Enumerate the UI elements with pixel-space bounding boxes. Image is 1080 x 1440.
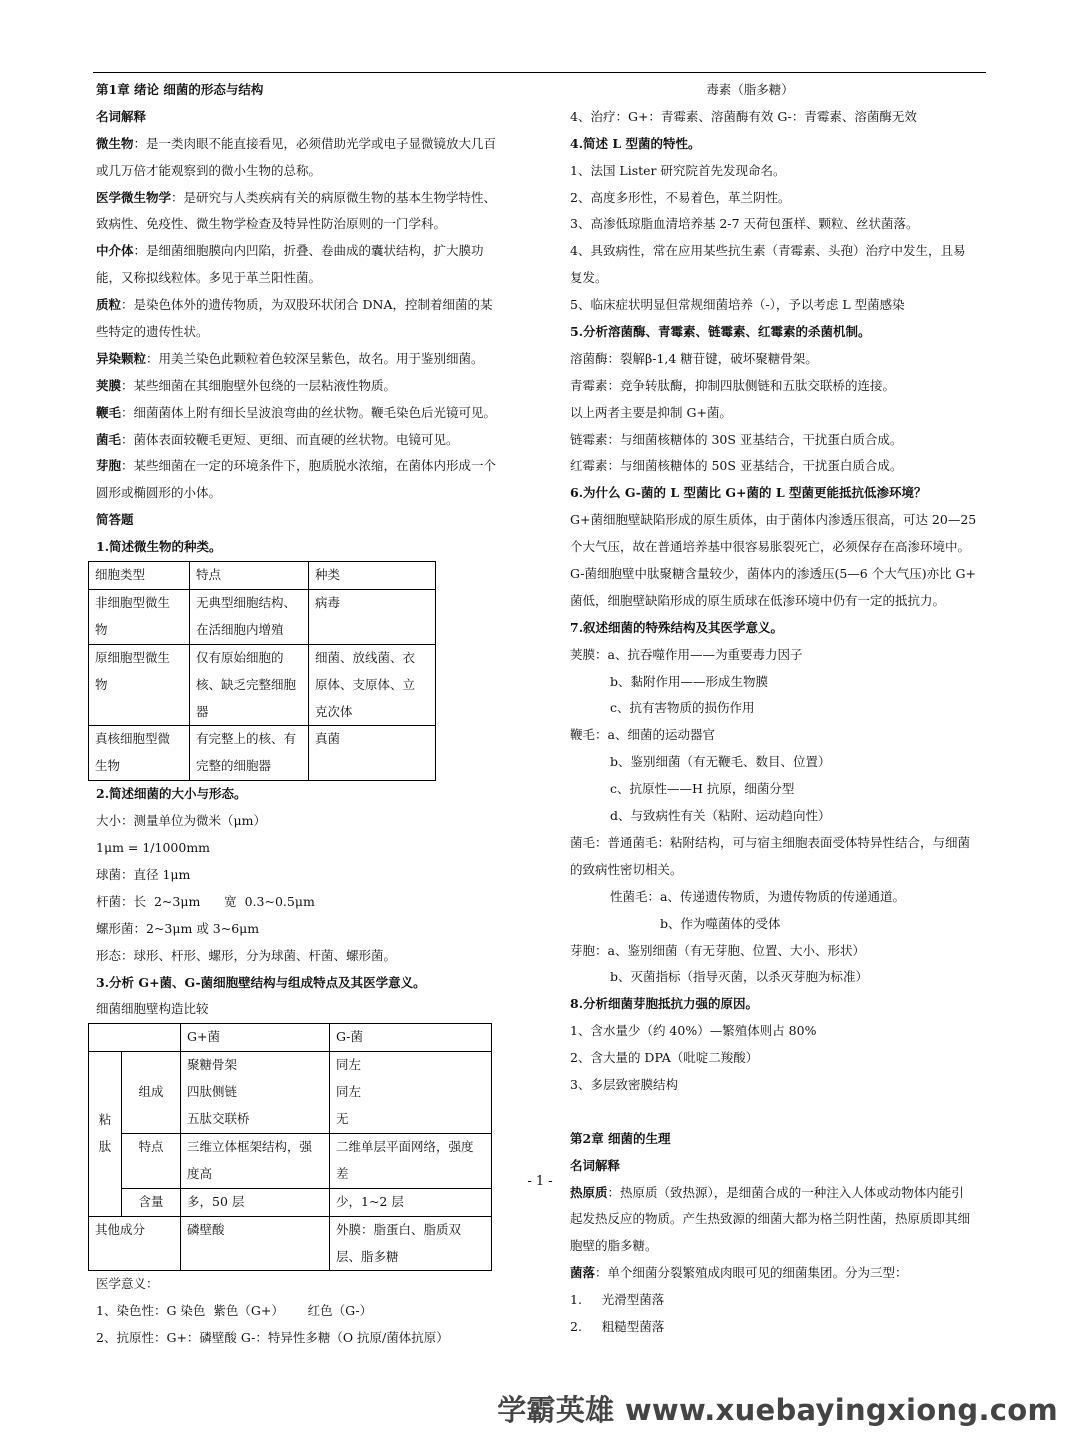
term-label: 异染颗粒 xyxy=(96,350,147,366)
answer-line: G+菌细胞壁缺陷形成的原生质体，由于菌体内渗透压很高，可达 20—25 xyxy=(570,512,977,528)
term-text: 胞壁的脂多糖。 xyxy=(570,1238,658,1254)
cell-wall-table xyxy=(88,1023,492,1271)
answer-line: 链霉素：与细菌核糖体的 30S 亚基结合，干扰蛋白质合成。 xyxy=(570,431,903,447)
chapter-title: 第1章 绪论 细菌的形态与结构 xyxy=(96,82,264,97)
list-item: 荚膜：a、抗吞噬作用——为重要毒力因子 xyxy=(570,646,803,662)
list-item: c、抗有害物质的损伤作用 xyxy=(610,700,755,716)
answer-line: 2、高度多形性，不易着色，革兰阴性。 xyxy=(570,189,791,205)
term-label: 荚膜 xyxy=(96,377,122,393)
list-item: b、鉴别细菌（有无鞭毛、数目、位置） xyxy=(610,754,831,770)
term-text: 致病性、免疫性、微生物学检查及特异性防治原则的一门学科。 xyxy=(96,216,447,232)
answer-line: 复发。 xyxy=(570,270,608,286)
term-text: ：细菌菌体上附有细长呈波浪弯曲的丝状物。鞭毛染色后光镜可见。 xyxy=(121,404,497,420)
microbe-types-table xyxy=(88,561,436,781)
term-text: 起发热反应的物质。产生热致源的细菌大都为格兰阴性菌，热原质即其细 xyxy=(570,1211,971,1227)
table-cell: 多，50 层 xyxy=(181,1188,330,1216)
table-header-row xyxy=(89,562,436,590)
question-heading: 3.分析 G+菌、G-菌细胞壁结构与组成特点及其医学意义。 xyxy=(96,974,426,990)
answer-line: 3、多层致密膜结构 xyxy=(570,1076,678,1092)
table-cell: 磷壁酸 xyxy=(181,1216,330,1271)
section-heading: 名词解释 xyxy=(570,1157,621,1173)
answer-line: 杆菌：长 2~3μm 宽 0.3~0.5μm xyxy=(96,893,315,909)
table-cell: 同左 同左 无 xyxy=(330,1052,492,1134)
term-label: 医学微生物学 xyxy=(96,189,172,205)
term-text: ：热原质（致热源），是细菌合成的一种注入人体或动物体内能引 xyxy=(607,1184,964,1200)
table-header-cell: G+菌 xyxy=(181,1024,330,1052)
table-cell: 组成 xyxy=(122,1052,181,1134)
term-text: ：是染色体外的遗传物质，为双股环状闭合 DNA，控制着细菌的某 xyxy=(121,297,493,313)
table-cell: 聚糖骨架 四肽侧链 五肽交联桥 xyxy=(181,1052,330,1134)
answer-line: 1、染色性：G 染色 紫色（G+） 红色（G-） xyxy=(96,1303,373,1319)
list-item: c、抗原性——H 抗原，细菌分型 xyxy=(610,781,795,797)
answer-line: G-菌细胞壁中肽聚糖含量较少，菌体内的渗透压(5—6 个大气压)亦比 G+ xyxy=(570,566,977,582)
term-label: 微生物 xyxy=(96,135,134,151)
table-cell: 原细胞型微生 物 xyxy=(89,644,190,726)
table-cell: 仅有原始细胞的 核、缺乏完整细胞 器 xyxy=(190,644,309,726)
term-label: 中介体 xyxy=(96,243,134,259)
list-item: 的致病性密切相关。 xyxy=(570,861,683,877)
term-text: ：是一类肉眼不能直接看见，必须借助光学或电子显微镜放大几百 xyxy=(133,135,497,151)
term-text: ：菌体表面较鞭毛更短、更细、而直硬的丝状物。电镜可见。 xyxy=(121,431,459,447)
page-number: - 1 - xyxy=(527,1174,553,1189)
question-heading: 6.为什么 G-菌的 L 型菌比 G+菌的 L 型菌更能抵抗低渗环境？ xyxy=(570,485,927,501)
term-text: ：是研究与人类疾病有关的病原微生物的基本生物学特性、 xyxy=(171,189,497,205)
table-header-cell: 种类 xyxy=(309,562,436,590)
section-heading: 名词解释 xyxy=(96,108,147,124)
table-row xyxy=(89,1216,492,1271)
table-header-row xyxy=(89,1024,492,1052)
section-heading: 简答题 xyxy=(96,512,134,528)
table-cell: 非细胞型微生 物 xyxy=(89,589,190,644)
table-row xyxy=(89,589,436,644)
table-cell: 二维单层平面网络，强度 差 xyxy=(330,1133,492,1188)
table-cell: 特点 xyxy=(122,1133,181,1188)
left-column xyxy=(96,77,526,1352)
list-item: 性菌毛：a、传递遗传物质，为遗传物质的传递通道。 xyxy=(610,888,905,904)
term-label: 菌毛 xyxy=(96,431,122,447)
header-rule xyxy=(93,72,986,73)
answer-line: 2、含大量的 DPA（吡啶二羧酸） xyxy=(570,1050,759,1066)
list-item: 菌毛：普通菌毛：粘附结构，可与宿主细胞表面受体特异性结合，与细菌 xyxy=(570,834,971,850)
list-item: b、作为噬菌体的受体 xyxy=(660,915,781,931)
table-header-cell: 细胞类型 xyxy=(89,562,190,590)
answer-line: 3、高渗低琼脂血清培养基 2-7 天荷包蛋样、颗粒、丝状菌落。 xyxy=(570,216,919,232)
question-heading: 4.简述 L 型菌的特性。 xyxy=(570,135,701,151)
right-column xyxy=(570,77,990,1341)
list-item: b、黏附作用——形成生物膜 xyxy=(610,673,769,689)
term-text: 圆形或椭圆形的小体。 xyxy=(96,485,222,501)
answer-line: 菌低，细胞壁缺陷形成的原生质球在低渗环境中仍有一定的抵抗力。 xyxy=(570,592,946,608)
list-item: 芽胞：a、鉴别细菌（有无芽胞、位置、大小、形状） xyxy=(570,942,865,958)
table-cell: 病毒 xyxy=(309,589,436,644)
answer-line: 以上两者主要是抑制 G+菌。 xyxy=(570,404,732,420)
chapter-title: 第2章 细菌的生理 xyxy=(570,1130,671,1146)
list-item: d、与致病性有关（粘附、运动趋向性） xyxy=(610,808,831,824)
question-heading: 1.简述微生物的种类。 xyxy=(96,539,222,555)
term-text: 或几万倍才能观察到的微小生物的总称。 xyxy=(96,162,322,178)
question-heading: 5.分析溶菌酶、青霉素、链霉素、红霉素的杀菌机制。 xyxy=(570,324,871,340)
table-cell: 少，1~2 层 xyxy=(330,1188,492,1216)
list-item: 1. 光滑型菌落 xyxy=(570,1292,665,1308)
answer-line: 青霉素：竞争转肽酶，抑制四肽侧链和五肽交联桥的连接。 xyxy=(570,377,896,393)
term-label: 芽胞 xyxy=(96,458,122,474)
structure-list xyxy=(570,642,990,992)
term-text: ：单个细菌分裂繁殖成肉眼可见的细菌集团。分为三型： xyxy=(595,1265,908,1281)
table-cell: 真核细胞型微 生物 xyxy=(89,726,190,781)
answer-line: 大小：测量单位为微米（μm） xyxy=(96,813,266,829)
answer-line: 球菌：直径 1μm xyxy=(96,866,191,882)
term-text: 能，又称拟线粒体。多见于革兰阳性菌。 xyxy=(96,270,322,286)
continued-line: 毒素（脂多糖） xyxy=(706,82,794,97)
answer-line: 1μm = 1/1000mm xyxy=(96,840,211,856)
table-header-cell xyxy=(89,1024,181,1052)
table-cell: 粘 肽 xyxy=(89,1052,122,1216)
table-row xyxy=(89,1052,492,1134)
question-heading: 8.分析细菌芽胞抵抗力强的原因。 xyxy=(570,996,759,1012)
table-cell: 三维立体框架结构，强 度高 xyxy=(181,1133,330,1188)
table-caption: 细菌细胞壁构造比较 xyxy=(96,1001,209,1017)
table-cell: 细菌、放线菌、衣 原体、支原体、立 克次体 xyxy=(309,644,436,726)
answer-line: 5、临床症状明显但常规细菌培养（-），予以考虑 L 型菌感染 xyxy=(570,297,905,313)
answer-line: 形态：球形、杆形、螺形，分为球菌、杆菌、螺形菌。 xyxy=(96,947,397,963)
list-item: 鞭毛：a、细菌的运动器官 xyxy=(570,727,715,743)
list-item: b、灭菌指标（指导灭菌，以杀灭芽胞为标准） xyxy=(610,969,869,985)
question-heading: 2.简述细菌的大小与形态。 xyxy=(96,786,247,802)
term-text: ：用美兰染色此颗粒着色较深呈紫色，故名。用于鉴别细菌。 xyxy=(146,350,484,366)
answer-line: 4、具致病性，常在应用某些抗生素（青霉素、头孢）治疗中发生，且易 xyxy=(570,243,966,259)
question-heading: 7.叙述细菌的特殊结构及其医学意义。 xyxy=(570,619,784,635)
table-row xyxy=(89,726,436,781)
answer-heading: 医学意义： xyxy=(96,1276,159,1292)
term-label: 热原质 xyxy=(570,1184,608,1200)
answer-line: 4、治疗：G+：青霉素、溶菌酶有效 G-：青霉素、溶菌酶无效 xyxy=(570,108,917,124)
answer-line: 溶菌酶：裂解β-1,4 糖苷键，破坏聚糖骨架。 xyxy=(570,350,818,366)
term-label: 菌落 xyxy=(570,1265,596,1281)
list-item: 2. 粗糙型菌落 xyxy=(570,1318,665,1334)
answer-line: 个大气压，故在普通培养基中很容易胀裂死亡，必须保存在高渗环境中。 xyxy=(570,539,971,555)
table-header-cell: G-菌 xyxy=(330,1024,492,1052)
term-text: ：某些细菌在其细胞壁外包绕的一层粘液性物质。 xyxy=(121,377,397,393)
term-text: ：某些细菌在一定的环境条件下，胞质脱水浓缩，在菌体内形成一个 xyxy=(121,458,497,474)
table-cell: 真菌 xyxy=(309,726,436,781)
answer-line: 红霉素：与细菌核糖体的 50S 亚基结合，干扰蛋白质合成。 xyxy=(570,458,903,474)
answer-line: 螺形菌：2~3μm 或 3~6μm xyxy=(96,920,260,936)
table-cell: 含量 xyxy=(122,1188,181,1216)
table-cell: 无典型细胞结构、 在活细胞内增殖 xyxy=(190,589,309,644)
term-text: 些特定的遗传性状。 xyxy=(96,324,209,340)
term-text: ：是细菌细胞膜向内凹陷，折叠、卷曲成的囊状结构，扩大膜功 xyxy=(133,243,484,259)
table-cell: 有完整上的核、有 完整的细胞器 xyxy=(190,726,309,781)
table-cell: 外膜：脂蛋白、脂质双 层、脂多糖 xyxy=(330,1216,492,1271)
table-cell: 其他成分 xyxy=(89,1216,181,1271)
table-row xyxy=(89,1188,492,1216)
term-label: 质粒 xyxy=(96,297,122,313)
table-row xyxy=(89,644,436,726)
answer-line: 1、法国 Lister 研究院首先发现命名。 xyxy=(570,162,786,178)
watermark: 学霸英雄 www.xuebayingxiong.com xyxy=(497,1393,1058,1427)
table-header-cell: 特点 xyxy=(190,562,309,590)
answer-line: 2、抗原性：G+：磷壁酸 G-：特异性多糖（O 抗原/菌体抗原） xyxy=(96,1330,449,1346)
answer-line: 1、含水量少（约 40%）—繁殖体则占 80% xyxy=(570,1023,817,1039)
term-label: 鞭毛 xyxy=(96,404,122,420)
